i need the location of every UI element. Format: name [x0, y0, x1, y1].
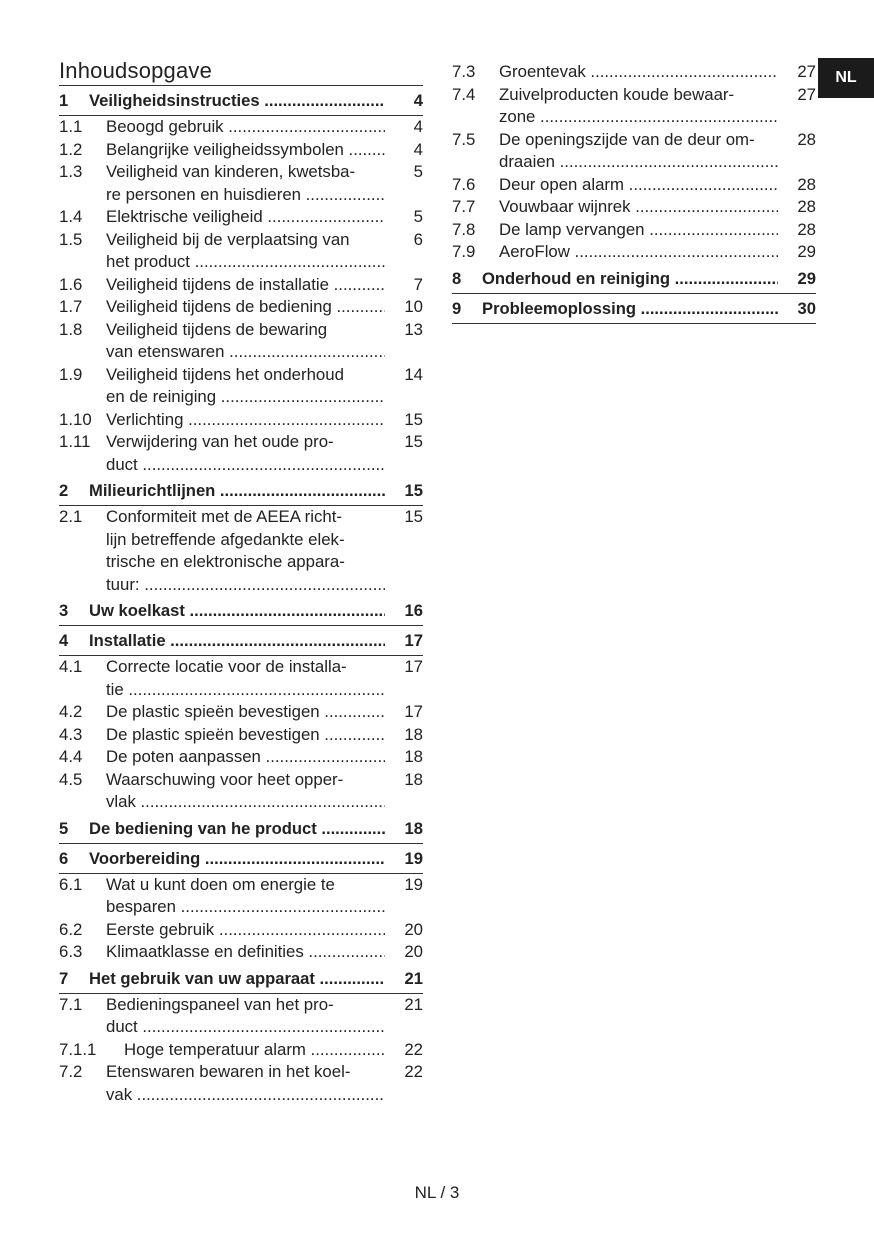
toc-page-number: 15 [404, 432, 423, 451]
toc-section-title-wrap [89, 968, 385, 990]
toc-page-number: 28 [797, 219, 816, 239]
toc-section-entry[interactable] [59, 476, 423, 506]
toc-entry-title [106, 724, 385, 747]
toc-entry-number: 1.6 [59, 274, 83, 294]
toc-entry-title [106, 364, 385, 409]
page-footer: NL / 3 [414, 1183, 460, 1202]
toc-entry[interactable] [59, 941, 423, 964]
toc-entry-line: Eerste gebruik ..... [106, 919, 385, 942]
toc-page-number: 18 [404, 724, 423, 744]
toc-page-number: 4 [413, 91, 423, 110]
toc-section-entry[interactable] [59, 626, 423, 656]
toc-page-number: 7 [413, 274, 423, 294]
toc-entry-line: Deur open alarm ..... [499, 174, 778, 197]
toc-entry-line: zone ..... [499, 106, 778, 129]
toc-page-number: 4 [413, 117, 423, 136]
toc-entry[interactable] [452, 196, 816, 219]
toc-section-number: 6 [59, 848, 69, 868]
toc-page-number: 28 [797, 129, 816, 149]
toc-section-title: Uw koelkast ..... [89, 600, 385, 622]
toc-section-title-wrap [89, 818, 385, 840]
toc-page-number: 15 [404, 481, 423, 500]
toc-section-title: Voorbereiding ..... [89, 848, 385, 870]
toc-entry[interactable] [452, 129, 816, 174]
toc-entry-title [106, 296, 385, 319]
toc-entry-number: 7.6 [452, 174, 476, 194]
toc-entry-number: 1.8 [59, 319, 83, 339]
toc-page-number: 15 [404, 409, 423, 429]
toc-entry[interactable] [59, 364, 423, 409]
toc-entry-title [499, 61, 778, 84]
toc-entry-title [106, 319, 385, 364]
toc-entry[interactable] [59, 994, 423, 1039]
toc-entry-line: AeroFlow ..... [499, 241, 778, 264]
toc-page-number: 20 [404, 942, 423, 961]
toc-section-entry[interactable] [59, 596, 423, 626]
toc-entry-title [106, 874, 385, 919]
toc-entry-line: Waarschuwing voor heet opper- [106, 769, 344, 789]
toc-entry[interactable] [59, 206, 423, 229]
toc-entry[interactable] [452, 84, 816, 129]
toc-page-number: 30 [797, 298, 816, 318]
toc-entry-number: 6.2 [59, 919, 83, 939]
toc-entry-title [499, 129, 778, 174]
toc-section-title: De bediening van he product ..... [89, 818, 385, 840]
toc-entry-title [499, 196, 778, 219]
toc-section-entry[interactable] [59, 844, 423, 874]
toc-entry-number: 4.1 [59, 657, 83, 676]
toc-page-number: 19 [404, 874, 423, 894]
toc-entry[interactable] [452, 174, 816, 197]
toc-entry-line: tuur: ..... [106, 574, 385, 597]
toc-entry-title [106, 1061, 385, 1106]
toc-entry-line: Conformiteit met de AEEA richt- [106, 507, 342, 526]
toc-section-number: 1 [59, 91, 69, 110]
toc-entry-line: duct ..... [106, 454, 385, 477]
toc-entry-line: vlak ..... [106, 791, 385, 814]
toc-section-number: 4 [59, 631, 69, 650]
toc-entry-title [106, 701, 385, 724]
toc-section-title-wrap [89, 480, 385, 502]
toc-entry[interactable] [59, 319, 423, 364]
toc-entry-line: Belangrijke veiligheidssymbolen ..... [106, 139, 385, 162]
toc-entry-line: Veiligheid bij de verplaatsing van [106, 229, 350, 249]
toc-entry-number: 7.8 [452, 219, 476, 239]
toc-page-number: 22 [404, 1039, 423, 1059]
toc-entry-line: De plastic spieën bevestigen ..... [106, 701, 385, 724]
toc-entry-line: Verwijdering van het oude pro- [106, 432, 334, 451]
toc-entry-title [106, 431, 385, 476]
toc-page-number: 13 [404, 319, 423, 339]
toc-list-right [452, 61, 816, 324]
toc-entry-line: Veiligheid tijdens de bewaring [106, 319, 328, 339]
toc-entry[interactable] [59, 874, 423, 919]
toc-page-number: 27 [797, 84, 816, 104]
toc-section-title-wrap [482, 268, 778, 290]
toc-entry-line: duct ..... [106, 1016, 385, 1039]
toc-page-number: 4 [413, 139, 423, 159]
toc-entry-line: re personen en huisdieren ..... [106, 184, 385, 207]
toc-entry-title [106, 994, 385, 1039]
toc-section-title-wrap [89, 600, 385, 622]
toc-entry-line: Beoogd gebruik ..... [106, 116, 385, 139]
toc-page-number: 18 [404, 769, 423, 789]
toc-column-left [59, 58, 423, 1106]
toc-entry[interactable] [452, 61, 816, 84]
toc-entry[interactable] [59, 769, 423, 814]
toc-section-title: Het gebruik van uw apparaat ..... [89, 968, 385, 990]
toc-entry-line: Groentevak ..... [499, 61, 778, 84]
toc-section-title: Veiligheidsinstructies ..... [89, 90, 385, 112]
toc-entry-number: 1.2 [59, 139, 83, 159]
toc-entry[interactable] [59, 409, 423, 432]
toc-page-number: 27 [797, 62, 816, 81]
toc-entry-line: Verlichting ..... [106, 409, 385, 432]
toc-entry-line: tie ..... [106, 679, 385, 702]
toc-entry-number: 7.4 [452, 84, 476, 104]
toc-page-number: 28 [797, 174, 816, 194]
toc-page-number: 17 [404, 631, 423, 650]
toc-entry[interactable] [59, 1061, 423, 1106]
toc-page-number: 18 [404, 818, 423, 838]
toc-page-number: 22 [404, 1062, 423, 1081]
toc-entry[interactable] [59, 656, 423, 701]
toc-section-number: 3 [59, 601, 69, 620]
toc-entry-title [106, 656, 385, 701]
toc-page-number: 18 [404, 747, 423, 766]
toc-entry-number: 1.3 [59, 162, 83, 181]
toc-entry-number: 1.1 [59, 117, 83, 136]
toc-entry-title [106, 409, 385, 432]
language-tab: NL [818, 58, 874, 98]
toc-section-title-wrap [482, 298, 778, 320]
toc-entry-number: 1.10 [59, 409, 92, 429]
toc-entry-title [124, 1039, 385, 1062]
toc-entry-number: 7.7 [452, 197, 476, 216]
toc-page-number: 21 [404, 968, 423, 988]
toc-section-number: 2 [59, 481, 69, 500]
toc-entry-line: Veiligheid tijdens de installatie ..... [106, 274, 385, 297]
toc-entry-title [106, 919, 385, 942]
toc-entry-line: draaien ..... [499, 151, 778, 174]
toc-section-title: Milieurichtlijnen ..... [89, 480, 385, 502]
toc-entry[interactable] [59, 1039, 423, 1062]
toc-section-title: Installatie ..... [89, 630, 385, 652]
toc-entry-number: 7.9 [452, 242, 476, 261]
toc-page-number: 20 [404, 919, 423, 939]
toc-entry[interactable] [59, 919, 423, 942]
toc-entry-number: 7.1 [59, 994, 83, 1014]
toc-entry-line: Veiligheid van kinderen, kwetsba- [106, 162, 356, 181]
toc-section-number: 7 [59, 968, 69, 988]
toc-entry-number: 7.5 [452, 129, 476, 149]
toc-entry-line: Wat u kunt doen om energie te [106, 874, 335, 894]
toc-entry-line: De lamp vervangen ..... [499, 219, 778, 242]
toc-entry-number: 4.2 [59, 702, 83, 721]
toc-entry-number: 4.4 [59, 747, 83, 766]
toc-column-right [452, 61, 816, 324]
toc-entry-line: Hoge temperatuur alarm ..... [124, 1039, 385, 1062]
toc-entry-title [106, 206, 385, 229]
toc-page-number: 21 [404, 994, 423, 1014]
toc-entry-title [106, 274, 385, 297]
toc-entry-line: Zuivelproducten koude bewaar- [499, 84, 735, 104]
toc-entry-number: 1.11 [59, 432, 91, 451]
toc-entry-line: De openingszijde van de deur om- [499, 129, 755, 149]
toc-page-number: 29 [797, 242, 816, 261]
toc-entry-title [106, 139, 385, 162]
toc-entry-title [499, 219, 778, 242]
toc-entry-title [106, 506, 385, 596]
toc-entry-number: 1.5 [59, 229, 83, 249]
toc-list-left [59, 86, 423, 1106]
toc-entry[interactable] [59, 274, 423, 297]
toc-entry-number: 7.2 [59, 1062, 83, 1081]
toc-entry-number: 7.1.1 [59, 1039, 97, 1059]
toc-entry-number: 1.7 [59, 297, 83, 316]
page-title: Inhoudsopgave [59, 58, 423, 86]
toc-entry-number: 6.3 [59, 942, 83, 961]
toc-entry-number: 6.1 [59, 874, 83, 894]
toc-entry-number: 4.5 [59, 769, 83, 789]
toc-entry-number: 7.3 [452, 62, 476, 81]
toc-entry-title [499, 84, 778, 129]
toc-entry-line: en de reiniging ..... [106, 386, 385, 409]
toc-entry[interactable] [59, 701, 423, 724]
toc-page-number: 28 [797, 197, 816, 216]
toc-entry-line: Bedieningspaneel van het pro- [106, 994, 334, 1014]
toc-page-number: 17 [404, 657, 423, 676]
toc-entry[interactable] [59, 746, 423, 769]
toc-entry-line: Veiligheid tijdens het onderhoud [106, 364, 344, 384]
toc-page-number: 10 [404, 297, 423, 316]
toc-entry[interactable] [59, 431, 423, 476]
toc-entry[interactable] [452, 241, 816, 264]
toc-page-number: 6 [413, 229, 423, 249]
toc-entry-number: 4.3 [59, 724, 83, 744]
toc-section-title-wrap [89, 848, 385, 870]
toc-entry-title [106, 769, 385, 814]
toc-entry-line: Elektrische veiligheid ..... [106, 206, 385, 229]
toc-page-number: 19 [404, 848, 423, 868]
toc-entry[interactable] [59, 506, 423, 596]
toc-entry[interactable] [59, 724, 423, 747]
toc-entry[interactable] [59, 116, 423, 139]
toc-entry-title [106, 161, 385, 206]
toc-section-entry[interactable] [59, 814, 423, 844]
toc-entry-line: Veiligheid tijdens de bediening ..... [106, 296, 385, 319]
toc-entry-title [106, 116, 385, 139]
toc-entry-line: het product ..... [106, 251, 385, 274]
toc-section-entry[interactable] [452, 264, 816, 294]
toc-entry-line: besparen ..... [106, 896, 385, 919]
toc-entry-line: trische en elektronische appara- [106, 552, 345, 571]
toc-entry-line: vak ..... [106, 1084, 385, 1107]
toc-entry-line: Etenswaren bewaren in het koel- [106, 1062, 351, 1081]
toc-entry-line: Correcte locatie voor de installa- [106, 657, 347, 676]
toc-entry[interactable] [59, 139, 423, 162]
toc-entry-line: lijn betreffende afgedankte elek- [106, 529, 345, 549]
toc-entry-title [106, 941, 385, 964]
toc-section-number: 8 [452, 268, 462, 288]
toc-entry-number: 2.1 [59, 507, 83, 526]
toc-entry-line: De plastic spieën bevestigen ..... [106, 724, 385, 747]
toc-section-title: Onderhoud en reiniging ..... [482, 268, 778, 290]
toc-page-number: 5 [413, 162, 423, 181]
toc-section-number: 9 [452, 298, 462, 318]
toc-entry[interactable] [452, 219, 816, 242]
toc-entry-line: van etenswaren ..... [106, 341, 385, 364]
toc-entry[interactable] [59, 229, 423, 274]
toc-section-entry[interactable] [59, 964, 423, 994]
toc-page-number: 16 [404, 601, 423, 620]
toc-entry-number: 1.9 [59, 364, 83, 384]
toc-section-entry[interactable] [452, 294, 816, 324]
toc-section-number: 5 [59, 818, 69, 838]
toc-page-number: 14 [404, 364, 423, 384]
toc-section-title: Probleemoplossing ..... [482, 298, 778, 320]
toc-entry-line: Vouwbaar wijnrek ..... [499, 196, 778, 219]
toc-page-number: 29 [797, 268, 816, 288]
toc-entry-line: De poten aanpassen ..... [106, 746, 385, 769]
toc-section-title-wrap [89, 630, 385, 652]
toc-entry-line: Klimaatklasse en definities ..... [106, 941, 385, 964]
toc-section-title-wrap [89, 90, 385, 112]
toc-page-number: 5 [413, 207, 423, 226]
toc-entry-title [106, 229, 385, 274]
toc-section-entry[interactable] [59, 86, 423, 116]
toc-page-number: 17 [404, 702, 423, 721]
toc-entry-title [499, 241, 778, 264]
toc-entry-number: 1.4 [59, 207, 83, 226]
toc-page-number: 15 [404, 507, 423, 526]
toc-entry[interactable] [59, 161, 423, 206]
toc-entry[interactable] [59, 296, 423, 319]
toc-entry-title [106, 746, 385, 769]
toc-entry-title [499, 174, 778, 197]
